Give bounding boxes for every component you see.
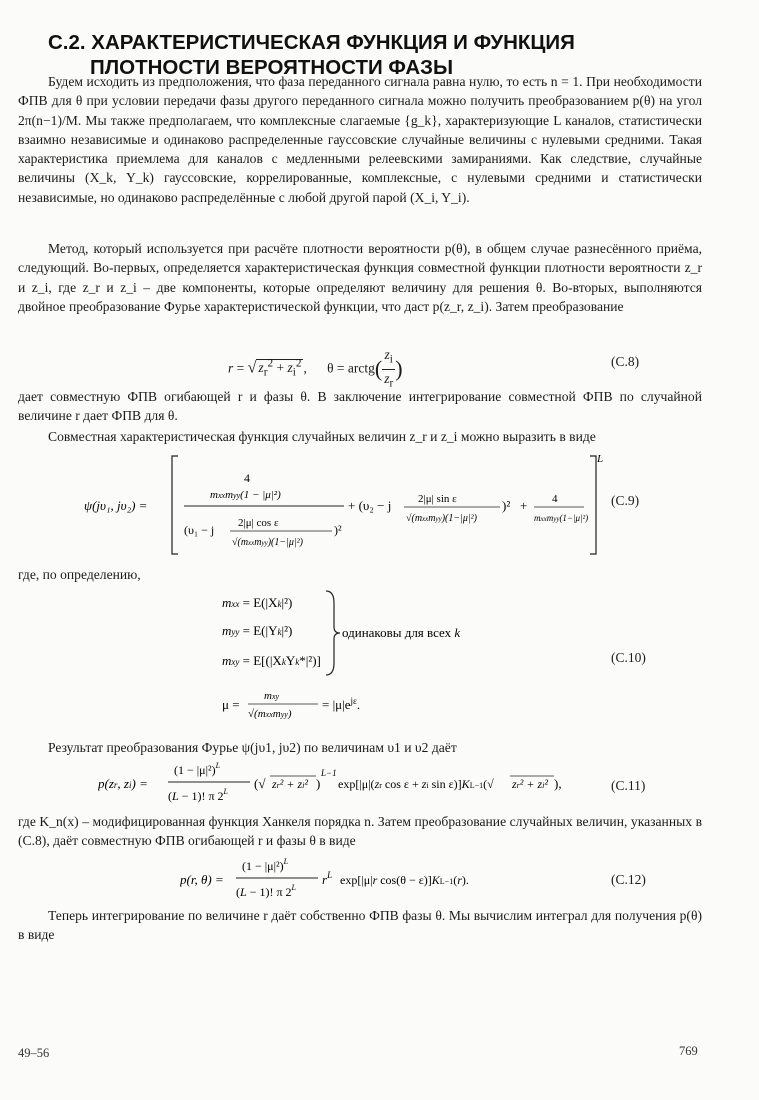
svg-text:mxxmyy(1−|μ|²): mxxmyy(1−|μ|²) xyxy=(534,513,589,523)
svg-text:myy = E(|Yk|²): myy = E(|Yk|²) xyxy=(222,623,293,638)
svg-text:2|μ| sin ε: 2|μ| sin ε xyxy=(418,493,457,505)
svg-text:)²: )² xyxy=(334,523,342,537)
equation-c11 xyxy=(98,756,568,812)
svg-text:√(mxxmyy)(1−|μ|²): √(mxxmyy)(1−|μ|²) xyxy=(232,537,303,548)
page-number: 769 xyxy=(679,1044,698,1058)
paragraph-3: дает совместную ФПВ огибающей r и фазы θ. В заключение интегрирование совместной ФПВ по случайной величине r дает ФПВ для θ. xyxy=(18,389,702,424)
svg-text:μ =: μ = xyxy=(222,697,240,712)
paragraph-7: где K_n(x) – модифицированная функция Ханкеля порядка n. Затем преобразование случайных величин, указанных в (С.8), даёт совместную ФПВ огибающей r и фазы θ в виде xyxy=(18,814,702,849)
svg-text:+ (υ₂ − j: + (υ₂ − j xyxy=(348,498,392,513)
paragraph-8: Теперь интегрирование по величине r даёт собственно ФПВ фазы θ. Мы вычислим интеграл для получения p(θ) в виде xyxy=(18,908,702,943)
svg-text:mxxmyy(1 − |μ|²): mxxmyy(1 − |μ|²) xyxy=(210,489,281,501)
svg-text:mxy: mxy xyxy=(264,690,280,702)
svg-text:p(r, θ) =: p(r, θ) = xyxy=(180,872,224,887)
svg-text:(1 − |μ|²)L: $(1 - |\mu|^2)^L$ xyxy=(174,761,221,777)
svg-text:4: 4 xyxy=(552,493,558,505)
svg-text:+: + xyxy=(520,498,528,513)
svg-text:L−1: L−1 xyxy=(321,768,337,778)
svg-text:exp[|μ|r cos(θ − ε)]KL−1(r).: exp[|μ|r cos(θ − ε)]KL−1(r). xyxy=(340,873,469,887)
svg-text:4: 4 xyxy=(244,471,250,485)
svg-text:(L − 1)! π 2L: (L − 1)! π $2^L$ xyxy=(168,787,228,803)
svg-text:): ) xyxy=(316,776,321,791)
svg-text:p(zr, zi) =: p(zr, zi) = xyxy=(98,776,148,791)
paragraph-2: Метод, который используется при расчёте плотности вероятности p(θ), в общем случае разнесённого приёма, следующий. Во-первых, определяется характеристическая функция совместной функции плотности вероятности z_r и z_i, где z_r и z_i – две компоненты, которые определяют величину для решения θ. Во-вторых, выполняются двойное преобразование Фурье характеристической функции, что даст p(z_r, z_i). Затем преобразование xyxy=(18,241,702,314)
equation-c8: r = √ $z_r^2 + z_i^2$ , θ = arctg( $\frac{z_i}{z_r}$ ) xyxy=(228,347,403,390)
paragraph-4: Совместная характеристическая функция случайных величин z_r и z_i можно выразить в виде xyxy=(48,429,596,444)
equation-c12 xyxy=(180,852,510,908)
svg-text:zr² + zi²: zr² + zi² xyxy=(512,777,549,791)
paragraph-5: где, по определению, xyxy=(18,567,141,582)
svg-text:одинаковы для всех k: одинаковы для всех k xyxy=(342,625,461,640)
svg-text:zr² + zi²: zr² + zi² xyxy=(272,777,309,791)
svg-text:ψ(jυ₁, jυ₂) =: ψ(jυ₁, jυ₂) = xyxy=(84,498,148,513)
svg-text:2|μ| cos ε: 2|μ| cos ε xyxy=(238,517,279,529)
svg-text:),: ), xyxy=(554,776,562,791)
svg-text:rL: $r^L$ xyxy=(322,870,333,887)
svg-text:(υ₁ − j: (υ₁ − j xyxy=(184,523,215,537)
svg-text:= |μ|ejε.: = $|\mu|e^{j\varepsilon}$. xyxy=(322,696,361,712)
paragraph-6: Результат преобразования Фурье ψ(jυ1, jυ2) по величинам υ1 и υ2 даёт xyxy=(48,740,457,755)
heading-line-2: ПЛОТНОСТИ ВЕРОЯТНОСТИ ФАЗЫ xyxy=(90,56,454,79)
svg-text:L: L xyxy=(597,453,604,465)
svg-text:exp[|μ|(zr cos ε + zi sin ε)]K: exp[|μ|(zr cos ε + zi sin ε)]KL−1(√ xyxy=(338,777,494,791)
equation-c9 xyxy=(84,452,604,562)
equation-number-c8: (С.8) xyxy=(611,354,640,369)
equation-number-c12: (С.12) xyxy=(611,872,646,887)
footer-code: 49–56 xyxy=(18,1046,50,1060)
svg-text:)²: )² xyxy=(502,498,511,513)
svg-text:√(mxxmyy): √(mxxmyy) xyxy=(248,708,292,719)
equation-number-c10: (С.10) xyxy=(611,650,646,665)
equation-c10 xyxy=(222,587,502,719)
svg-text:(1 − |μ|²)L: $(1 - |\mu|^2)^L$ xyxy=(242,857,289,873)
svg-text:(L − 1)! π 2L: (L − 1)! π $2^L$ xyxy=(236,883,296,899)
svg-text:mxy = E[(|XkYk*|²)]: mxy = E[(|XkYk*|²)] xyxy=(222,653,321,668)
svg-text:√(mxxmyy)(1−|μ|²): √(mxxmyy)(1−|μ|²) xyxy=(406,513,477,524)
equation-number-c11: (С.11) xyxy=(611,778,646,793)
svg-text:mxx = E(|Xk|²): mxx = E(|Xk|²) xyxy=(222,595,293,610)
paragraph-1: Будем исходить из предположения, что фаза переданного сигнала равна нулю, то есть n = 1. При необходимости ФПВ для θ при условии передачи фазы другого переданного сигнала можно получить преобразованием p(θ) на угол 2π(n−1)/M. Мы также предполагаем, что комплексные слагаемые {g_k}, характеризующие L каналов, статистически взаимно независимые и одинаково распределенные гауссовские случайные величины с нулевыми средними. Такая характеристика приемлема для каналов с медленными релеевскими замираниями. Как следствие, случайные величины (X_k, Y_k) гауссовские, коррелированные, комплексные, с нулевыми средними и статистически независимые, но одинаково распределённые с любой другой парой (X_i, Y_i). xyxy=(18,74,702,205)
equation-number-c9: (С.9) xyxy=(611,493,640,508)
heading-line-1: С.2. ХАРАКТЕРИСТИЧЕСКАЯ ФУНКЦИЯ И ФУНКЦИЯ xyxy=(48,31,575,54)
svg-text:(√: (√ xyxy=(254,776,266,791)
